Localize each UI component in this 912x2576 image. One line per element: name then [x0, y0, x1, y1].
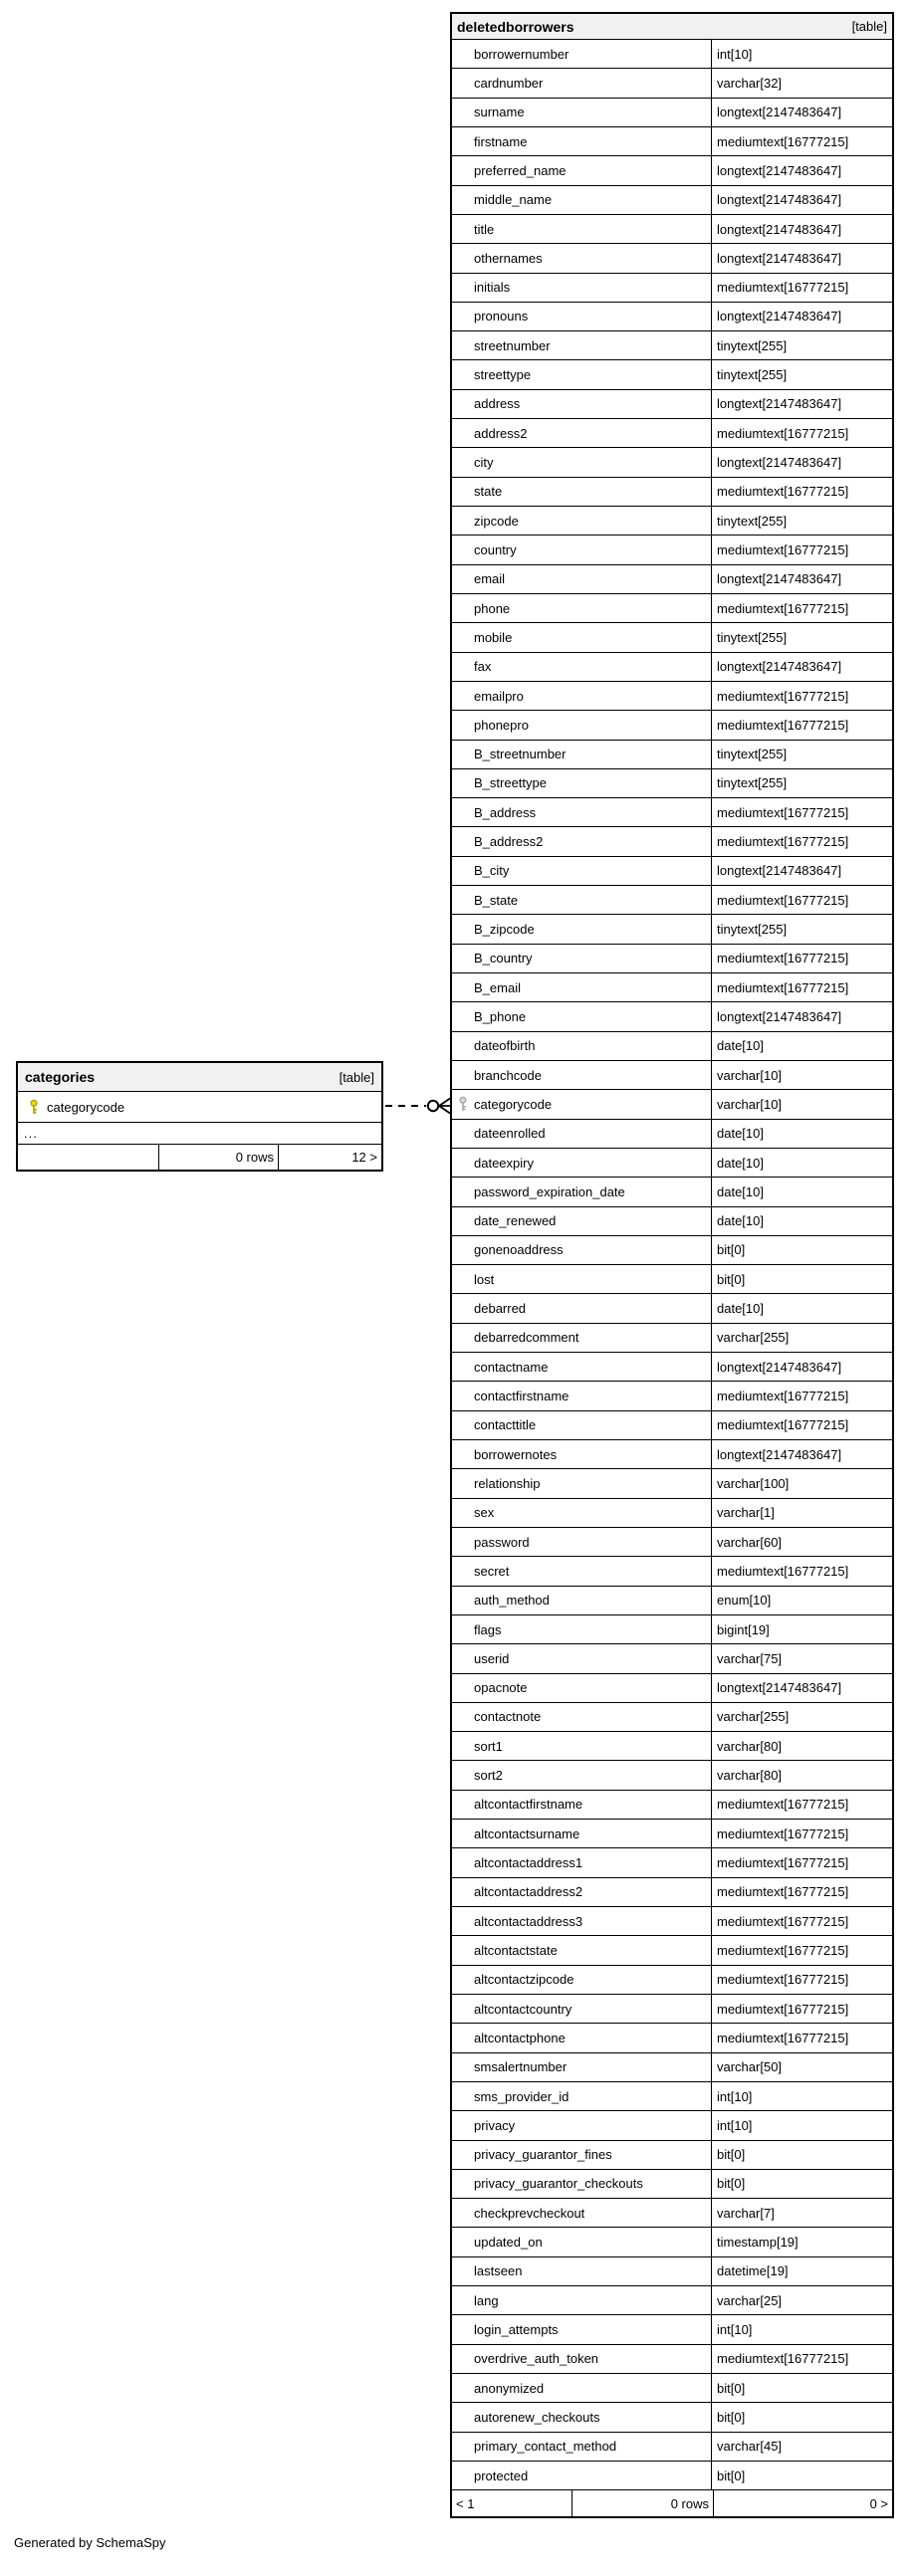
column-row-login_attempts	[452, 2315, 892, 2344]
column-type: timestamp[19]	[717, 2235, 798, 2251]
column-name: autorenew_checkouts	[452, 2403, 712, 2431]
column-row-zipcode	[452, 507, 892, 536]
column-row-surname	[452, 99, 892, 127]
column-name: altcontactzipcode	[452, 1966, 712, 1994]
column-name: streetnumber	[452, 331, 712, 359]
column-name: altcontactfirstname	[452, 1791, 712, 1819]
column-type: mediumtext[16777215]	[717, 1797, 849, 1813]
column-type: date[10]	[717, 1155, 764, 1171]
column-name: primary_contact_method	[452, 2433, 712, 2461]
column-type: varchar[80]	[717, 1768, 783, 1784]
column-row-B_address2	[452, 827, 892, 856]
column-type: mediumtext[16777215]	[717, 834, 849, 850]
column-row-streetnumber	[452, 331, 892, 360]
column-name: altcontactsurname	[452, 1820, 712, 1847]
column-type: varchar[32]	[717, 75, 783, 91]
column-row-altcontactzipcode	[452, 1966, 892, 1995]
categories-footer	[18, 1145, 381, 1170]
column-row-address2	[452, 419, 892, 448]
column-type: longtext[2147483647]	[717, 659, 842, 675]
column-type: mediumtext[16777215]	[717, 1417, 849, 1433]
column-row-sms_provider_id	[452, 2082, 892, 2111]
column-row-address	[452, 390, 892, 419]
deletedborrowers-table-header[interactable]	[452, 14, 892, 40]
column-name: debarredcomment	[452, 1324, 712, 1352]
column-type: longtext[2147483647]	[717, 1359, 842, 1375]
column-row-title	[452, 215, 892, 244]
column-type: mediumtext[16777215]	[717, 1855, 849, 1871]
column-name: B_streetnumber	[452, 741, 712, 768]
column-type: longtext[2147483647]	[717, 192, 842, 208]
footer-child-count: 12 >	[351, 1150, 377, 1165]
column-name: zipcode	[452, 507, 712, 535]
column-type: tinytext[255]	[717, 922, 788, 938]
column-name: protected	[452, 2462, 712, 2489]
column-name: B_zipcode	[452, 915, 712, 943]
column-name: password_expiration_date	[452, 1178, 712, 1205]
column-type: bit[0]	[717, 1242, 746, 1258]
column-name: email	[452, 565, 712, 593]
table-type-badge: [table]	[851, 19, 887, 34]
column-type: mediumtext[16777215]	[717, 951, 849, 966]
column-type: date[10]	[717, 1213, 764, 1229]
column-name: lost	[452, 1265, 712, 1293]
column-row-phonepro	[452, 711, 892, 740]
column-type: mediumtext[16777215]	[717, 600, 849, 616]
column-type: tinytext[255]	[717, 775, 788, 791]
column-row-relationship	[452, 1469, 892, 1498]
column-row-streettype	[452, 360, 892, 389]
column-row-debarred	[452, 1294, 892, 1323]
column-name: address	[452, 390, 712, 418]
column-row-opacnote	[452, 1674, 892, 1703]
column-row-secret	[452, 1557, 892, 1586]
footer-parent-count: < 1	[452, 2490, 572, 2516]
column-row-lastseen	[452, 2257, 892, 2286]
column-name: surname	[452, 99, 712, 126]
column-type: bit[0]	[717, 2468, 746, 2483]
column-type: bit[0]	[717, 2176, 746, 2192]
column-type: mediumtext[16777215]	[717, 979, 849, 995]
column-type: longtext[2147483647]	[717, 162, 842, 178]
column-type: date[10]	[717, 1126, 764, 1142]
column-type: longtext[2147483647]	[717, 863, 842, 879]
column-name: checkprevcheckout	[452, 2199, 712, 2227]
column-row-B_email	[452, 973, 892, 1002]
column-name: contactname	[452, 1353, 712, 1381]
column-row-userid	[452, 1644, 892, 1673]
column-row-B_city	[452, 857, 892, 886]
column-type: longtext[2147483647]	[717, 221, 842, 237]
column-type: date[10]	[717, 1301, 764, 1317]
column-type: int[10]	[717, 2117, 753, 2133]
column-type: bigint[19]	[717, 1621, 770, 1637]
footer-parent-count	[18, 1145, 159, 1170]
column-row-primary_contact_method	[452, 2433, 892, 2462]
column-row-flags	[452, 1615, 892, 1644]
column-type: mediumtext[16777215]	[717, 1913, 849, 1929]
column-row-middle_name	[452, 186, 892, 215]
column-name: pronouns	[452, 303, 712, 330]
column-type: bit[0]	[717, 2380, 746, 2396]
column-row-altcontactaddress3	[452, 1907, 892, 1936]
column-row-state	[452, 478, 892, 507]
column-type: mediumtext[16777215]	[717, 1389, 849, 1404]
column-row-sort2	[452, 1761, 892, 1790]
column-name: privacy	[452, 2111, 712, 2139]
column-type: mediumtext[16777215]	[717, 688, 849, 704]
footer-child-count: 0 >	[869, 2495, 888, 2511]
column-type: varchar[255]	[717, 1709, 790, 1725]
column-row-lang	[452, 2286, 892, 2315]
column-row-firstname	[452, 127, 892, 156]
column-row-anonymized	[452, 2374, 892, 2403]
column-type: longtext[2147483647]	[717, 250, 842, 266]
column-type: longtext[2147483647]	[717, 105, 842, 120]
column-type: longtext[2147483647]	[717, 571, 842, 587]
column-type: mediumtext[16777215]	[717, 484, 849, 500]
column-name: flags	[452, 1615, 712, 1643]
column-name: cardnumber	[452, 69, 712, 97]
column-name: branchcode	[452, 1061, 712, 1089]
column-row-categorycode	[452, 1090, 892, 1119]
column-name: B_city	[452, 857, 712, 885]
column-name: B_address	[452, 798, 712, 826]
column-type: bit[0]	[717, 1271, 746, 1287]
column-name: dateexpiry	[452, 1149, 712, 1177]
column-name: initials	[452, 274, 712, 302]
column-type: varchar[255]	[717, 1330, 790, 1346]
column-row-pronouns	[452, 303, 892, 331]
column-type: longtext[2147483647]	[717, 1446, 842, 1462]
column-type: datetime[19]	[717, 2263, 789, 2279]
primary-key-icon	[29, 1099, 39, 1115]
column-row-debarredcomment	[452, 1324, 892, 1353]
column-type: date[10]	[717, 1038, 764, 1054]
column-name: fax	[452, 653, 712, 681]
column-name: login_attempts	[452, 2315, 712, 2343]
column-name: altcontactaddress1	[452, 1848, 712, 1876]
column-name: auth_method	[452, 1587, 712, 1614]
column-row-auth_method	[452, 1587, 892, 1615]
column-name: anonymized	[452, 2374, 712, 2402]
column-name: dateenrolled	[452, 1120, 712, 1148]
column-name: B_state	[452, 886, 712, 914]
column-row-altcontactfirstname	[452, 1791, 892, 1820]
column-name: contactfirstname	[452, 1382, 712, 1409]
elided-columns-row: ...	[18, 1123, 381, 1145]
column-row-cardnumber	[452, 69, 892, 98]
column-row-phone	[452, 594, 892, 623]
column-name: lang	[452, 2286, 712, 2314]
column-row-B_phone	[452, 1002, 892, 1031]
column-type: longtext[2147483647]	[717, 396, 842, 412]
column-type: mediumtext[16777215]	[717, 804, 849, 820]
column-row-protected	[452, 2462, 892, 2490]
column-name: altcontactphone	[452, 2024, 712, 2051]
column-name: B_country	[452, 945, 712, 972]
column-row-B_address	[452, 798, 892, 827]
column-row-B_streetnumber	[452, 741, 892, 769]
column-name: sms_provider_id	[452, 2082, 712, 2110]
column-name: dateofbirth	[452, 1032, 712, 1060]
column-row-altcontactaddress1	[452, 1848, 892, 1877]
column-type: varchar[100]	[717, 1475, 790, 1491]
column-type: tinytext[255]	[717, 747, 788, 762]
column-type: mediumtext[16777215]	[717, 1563, 849, 1579]
crowfoot-icon	[439, 1099, 450, 1114]
column-type: varchar[50]	[717, 2059, 783, 2075]
column-name: phonepro	[452, 711, 712, 739]
column-type: int[10]	[717, 2322, 753, 2338]
column-row-city	[452, 448, 892, 477]
column-type: enum[10]	[717, 1593, 772, 1609]
column-type: mediumtext[16777215]	[717, 1884, 849, 1900]
column-type: mediumtext[16777215]	[717, 1825, 849, 1841]
column-name: privacy_guarantor_checkouts	[452, 2170, 712, 2198]
column-row-altcontactstate	[452, 1936, 892, 1965]
column-name: altcontactaddress2	[452, 1878, 712, 1906]
column-name: date_renewed	[452, 1207, 712, 1235]
column-row-othernames	[452, 244, 892, 273]
column-row-B_state	[452, 886, 892, 915]
column-name: categorycode	[452, 1090, 712, 1118]
column-row-privacy	[452, 2111, 892, 2140]
column-name: contacttitle	[452, 1411, 712, 1439]
column-row-altcontactcountry	[452, 1995, 892, 2024]
column-type: longtext[2147483647]	[717, 455, 842, 471]
column-name: sort1	[452, 1732, 712, 1760]
column-name: address2	[452, 419, 712, 447]
column-row-overdrive_auth_token	[452, 2345, 892, 2374]
column-row-updated_on	[452, 2228, 892, 2256]
column-type: mediumtext[16777215]	[717, 425, 849, 441]
column-row-contacttitle	[452, 1411, 892, 1440]
column-name: B_address2	[452, 827, 712, 855]
column-row-sort1	[452, 1732, 892, 1761]
column-name: contactnote	[452, 1703, 712, 1731]
column-type: mediumtext[16777215]	[717, 1942, 849, 1958]
column-name: B_streettype	[452, 769, 712, 797]
column-name: B_email	[452, 973, 712, 1001]
column-row-dateexpiry	[452, 1149, 892, 1178]
column-name: city	[452, 448, 712, 476]
column-name: password	[452, 1528, 712, 1556]
column-row-contactnote	[452, 1703, 892, 1732]
column-type: mediumtext[16777215]	[717, 133, 849, 149]
generator-credit: Generated by SchemaSpy	[14, 2535, 166, 2550]
column-row-altcontactphone	[452, 2024, 892, 2052]
column-name: title	[452, 215, 712, 243]
categories-column-list	[18, 1092, 381, 1123]
column-row-country	[452, 536, 892, 564]
column-row-privacy_guarantor_fines	[452, 2141, 892, 2170]
column-type: mediumtext[16777215]	[717, 280, 849, 296]
column-type: longtext[2147483647]	[717, 1680, 842, 1696]
column-name: lastseen	[452, 2257, 712, 2285]
column-row-password_expiration_date	[452, 1178, 892, 1206]
column-row-emailpro	[452, 682, 892, 711]
foreign-key-icon	[458, 1096, 468, 1112]
column-type: longtext[2147483647]	[717, 1008, 842, 1024]
column-type: bit[0]	[717, 2147, 746, 2163]
column-name: preferred_name	[452, 156, 712, 184]
column-name: altcontactcountry	[452, 1995, 712, 2023]
column-name: B_phone	[452, 1002, 712, 1030]
column-type: varchar[80]	[717, 1738, 783, 1754]
column-name: updated_on	[452, 2228, 712, 2255]
table-node-deletedborrowers	[450, 12, 894, 2518]
column-row-preferred_name	[452, 156, 892, 185]
table-type-badge: [table]	[339, 1069, 374, 1085]
column-name: relationship	[452, 1469, 712, 1497]
column-type: date[10]	[717, 1183, 764, 1199]
column-row-gonenoaddress	[452, 1236, 892, 1265]
column-type: mediumtext[16777215]	[717, 1972, 849, 1988]
column-name: sort2	[452, 1761, 712, 1789]
column-row-B_zipcode	[452, 915, 892, 944]
column-type: varchar[1]	[717, 1505, 775, 1521]
column-name: borrowernumber	[452, 40, 712, 68]
column-name: middle_name	[452, 186, 712, 214]
table-node-categories	[16, 1061, 383, 1172]
deletedborrowers-footer	[452, 2490, 892, 2516]
column-type: tinytext[255]	[717, 367, 788, 383]
column-row-dateofbirth	[452, 1032, 892, 1061]
column-row-altcontactsurname	[452, 1820, 892, 1848]
column-type: mediumtext[16777215]	[717, 2351, 849, 2367]
column-name: overdrive_auth_token	[452, 2345, 712, 2373]
column-type: longtext[2147483647]	[717, 309, 842, 324]
column-type: varchar[10]	[717, 1067, 783, 1083]
column-row-fax	[452, 653, 892, 682]
column-row-initials	[452, 274, 892, 303]
column-type: varchar[7]	[717, 2205, 775, 2221]
column-type: bit[0]	[717, 2409, 746, 2425]
zero-one-circle-icon	[428, 1101, 438, 1111]
column-name: userid	[452, 1644, 712, 1672]
column-type: mediumtext[16777215]	[717, 2030, 849, 2045]
column-name: emailpro	[452, 682, 712, 710]
column-type: int[10]	[717, 2088, 753, 2104]
column-name: debarred	[452, 1294, 712, 1322]
column-row-mobile	[452, 623, 892, 652]
column-name: firstname	[452, 127, 712, 155]
column-row-B_streettype	[452, 769, 892, 798]
column-type: mediumtext[16777215]	[717, 717, 849, 733]
column-row-altcontactaddress2	[452, 1878, 892, 1907]
column-row-lost	[452, 1265, 892, 1294]
column-name: borrowernotes	[452, 1440, 712, 1468]
column-name: country	[452, 536, 712, 563]
column-row-B_country	[452, 945, 892, 973]
column-name: gonenoaddress	[452, 1236, 712, 1264]
column-name: altcontactstate	[452, 1936, 712, 1964]
column-row-password	[452, 1528, 892, 1557]
column-row-borrowernotes	[452, 1440, 892, 1469]
column-row-checkprevcheckout	[452, 2199, 892, 2228]
column-row-borrowernumber	[452, 40, 892, 69]
categories-table-header[interactable]	[18, 1063, 381, 1092]
column-type: varchar[60]	[717, 1534, 783, 1550]
table-title: categories	[25, 1069, 96, 1085]
column-type: varchar[45]	[717, 2439, 783, 2455]
column-row-sex	[452, 1499, 892, 1528]
column-row-contactname	[452, 1353, 892, 1382]
footer-row-count: 0 rows	[572, 2490, 714, 2516]
column-name: othernames	[452, 244, 712, 272]
table-title: deletedborrowers	[457, 18, 574, 35]
column-name: sex	[452, 1499, 712, 1527]
column-row-email	[452, 565, 892, 594]
column-type: mediumtext[16777215]	[717, 541, 849, 557]
column-type: tinytext[255]	[717, 337, 788, 353]
column-name: secret	[452, 1557, 712, 1585]
column-row-categorycode	[18, 1092, 381, 1123]
column-row-autorenew_checkouts	[452, 2403, 892, 2432]
column-type: varchar[10]	[717, 1096, 783, 1112]
column-row-date_renewed	[452, 1207, 892, 1236]
column-row-contactfirstname	[452, 1382, 892, 1410]
column-name: altcontactaddress3	[452, 1907, 712, 1935]
column-type: varchar[75]	[717, 1650, 783, 1666]
column-name: categorycode	[18, 1092, 381, 1122]
relationship-connector	[383, 1094, 450, 1118]
column-name: privacy_guarantor_fines	[452, 2141, 712, 2169]
column-type: tinytext[255]	[717, 513, 788, 529]
column-name: smsalertnumber	[452, 2053, 712, 2081]
column-type: varchar[25]	[717, 2292, 783, 2308]
column-name: phone	[452, 594, 712, 622]
column-row-dateenrolled	[452, 1120, 892, 1149]
column-name: opacnote	[452, 1674, 712, 1702]
column-name: state	[452, 478, 712, 506]
column-type: tinytext[255]	[717, 629, 788, 645]
column-name: streettype	[452, 360, 712, 388]
column-type: int[10]	[717, 46, 753, 62]
footer-row-count: 0 rows	[159, 1145, 279, 1170]
deletedborrowers-column-list	[452, 40, 892, 2490]
column-type: mediumtext[16777215]	[717, 892, 849, 908]
column-row-branchcode	[452, 1061, 892, 1090]
column-type: mediumtext[16777215]	[717, 2001, 849, 2017]
column-row-privacy_guarantor_checkouts	[452, 2170, 892, 2199]
column-name: mobile	[452, 623, 712, 651]
column-row-smsalertnumber	[452, 2053, 892, 2082]
